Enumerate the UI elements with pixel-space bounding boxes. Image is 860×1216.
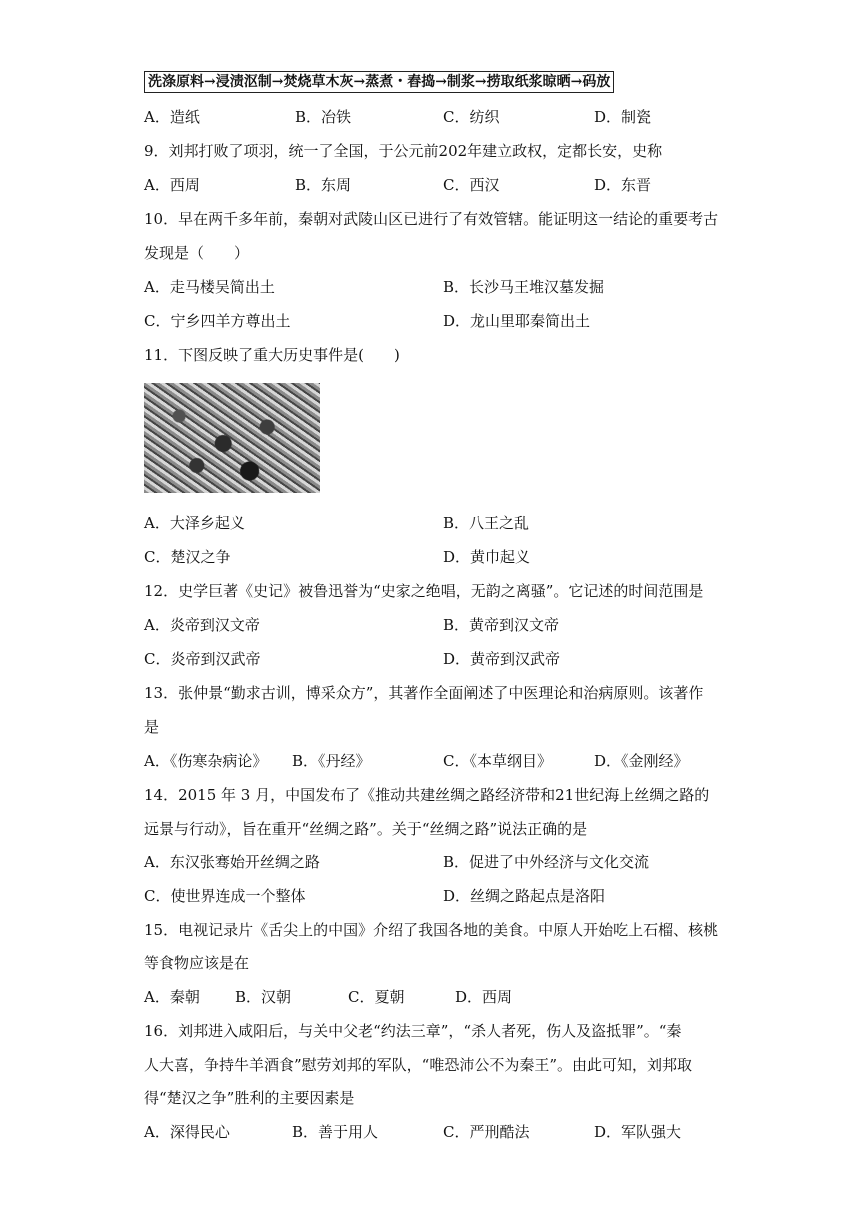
q9-option-a[interactable]: A．西周 bbox=[144, 176, 200, 194]
q13-option-a[interactable]: A．《伤寒杂病论》 bbox=[144, 752, 268, 770]
q13-option-b[interactable]: B．《丹经》 bbox=[292, 752, 371, 770]
q13-option-c[interactable]: C．《本草纲目》 bbox=[443, 752, 552, 770]
q8-option-a[interactable]: A．造纸 bbox=[144, 108, 200, 126]
q13-option-d[interactable]: D．《金刚经》 bbox=[594, 752, 689, 770]
q15-stem-line1: 15．电视记录片《舌尖上的中国》介绍了我国各地的美食。中原人开始吃上石榴、核桃 bbox=[144, 921, 719, 939]
q15-option-c[interactable]: C．夏朝 bbox=[348, 988, 405, 1006]
q12-option-c[interactable]: C．炎帝到汉武帝 bbox=[144, 650, 261, 668]
q12-option-b[interactable]: B．黄帝到汉文帝 bbox=[443, 616, 560, 634]
q10-stem-line1: 10．早在两千多年前，秦朝对武陵山区已进行了有效管辖。能证明这一结论的重要考古 bbox=[144, 210, 719, 228]
q11-option-d[interactable]: D．黄巾起义 bbox=[443, 548, 531, 566]
q9-option-c[interactable]: C．西汉 bbox=[443, 176, 500, 194]
q11-option-c[interactable]: C．楚汉之争 bbox=[144, 548, 231, 566]
q12-stem: 12．史学巨著《史记》被鲁迅誉为“史家之绝唱，无韵之离骚”。它记述的时间范围是 bbox=[144, 582, 704, 600]
q15-option-a[interactable]: A．秦朝 bbox=[144, 988, 200, 1006]
q15-stem-line2: 等食物应该是在 bbox=[144, 954, 250, 972]
q15-option-b[interactable]: B．汉朝 bbox=[235, 988, 292, 1006]
q10-option-a[interactable]: A．走马楼吴简出土 bbox=[144, 278, 275, 296]
q10-option-b[interactable]: B．长沙马王堆汉墓发掘 bbox=[443, 278, 605, 296]
q10-stem-line2: 发现是（ ） bbox=[144, 244, 250, 262]
q11-stem: 11．下图反映了重大历史事件是( ) bbox=[144, 346, 400, 364]
q10-option-c[interactable]: C．宁乡四羊方尊出土 bbox=[144, 312, 291, 330]
q10-option-d[interactable]: D．龙山里耶秦简出土 bbox=[443, 312, 591, 330]
q16-option-a[interactable]: A．深得民心 bbox=[144, 1123, 230, 1141]
q11-historical-image bbox=[144, 383, 320, 493]
q14-option-a[interactable]: A．东汉张骞始开丝绸之路 bbox=[144, 853, 320, 871]
q12-option-a[interactable]: A．炎帝到汉文帝 bbox=[144, 616, 260, 634]
q14-stem-line1: 14．2015 年 3 月，中国发布了《推动共建丝绸之路经济带和21世纪海上丝绸之路的 bbox=[144, 786, 710, 804]
q9-option-b[interactable]: B．东周 bbox=[295, 176, 352, 194]
q16-stem-line1: 16．刘邦进入咸阳后，与关中父老“约法三章”，“杀人者死，伤人及盗抵罪”。“秦 bbox=[144, 1022, 682, 1040]
q14-stem-line2: 远景与行动》，旨在重开“丝绸之路”。关于“丝绸之路”说法正确的是 bbox=[144, 820, 588, 838]
q15-option-d[interactable]: D．西周 bbox=[455, 988, 513, 1006]
q11-option-a[interactable]: A．大泽乡起义 bbox=[144, 514, 245, 532]
q8-option-c[interactable]: C．纺织 bbox=[443, 108, 500, 126]
q16-option-b[interactable]: B．善于用人 bbox=[292, 1123, 379, 1141]
q12-option-d[interactable]: D．黄帝到汉武帝 bbox=[443, 650, 561, 668]
q14-option-c[interactable]: C．使世界连成一个整体 bbox=[144, 887, 306, 905]
q16-option-c[interactable]: C．严刑酷法 bbox=[443, 1123, 530, 1141]
q13-stem-line2: 是 bbox=[144, 718, 160, 736]
q11-option-b[interactable]: B．八王之乱 bbox=[443, 514, 530, 532]
q14-option-d[interactable]: D．丝绸之路起点是洛阳 bbox=[443, 887, 606, 905]
q13-stem-line1: 13．张仲景“勤求古训，博采众方”，其著作全面阐述了中医理论和治病原则。该著作 bbox=[144, 684, 704, 702]
q8-process-box: 洗涤原料→浸渍沤制→焚烧草木灰→蒸煮・舂捣→制浆→捞取纸浆晾晒→码放 bbox=[144, 71, 614, 93]
q8-option-b[interactable]: B．冶铁 bbox=[295, 108, 352, 126]
q16-stem-line3: 得“楚汉之争”胜利的主要因素是 bbox=[144, 1089, 355, 1107]
q9-stem: 9．刘邦打败了项羽，统一了全国，于公元前202年建立政权，定都长安，史称 bbox=[144, 142, 663, 160]
q16-option-d[interactable]: D．军队强大 bbox=[594, 1123, 682, 1141]
q14-option-b[interactable]: B．促进了中外经济与文化交流 bbox=[443, 853, 650, 871]
q16-stem-line2: 人大喜，争持牛羊酒食”慰劳刘邦的军队，“唯恐沛公不为秦王”。由此可知，刘邦取 bbox=[144, 1056, 693, 1074]
q9-option-d[interactable]: D．东晋 bbox=[594, 176, 652, 194]
q8-option-d[interactable]: D．制瓷 bbox=[594, 108, 652, 126]
